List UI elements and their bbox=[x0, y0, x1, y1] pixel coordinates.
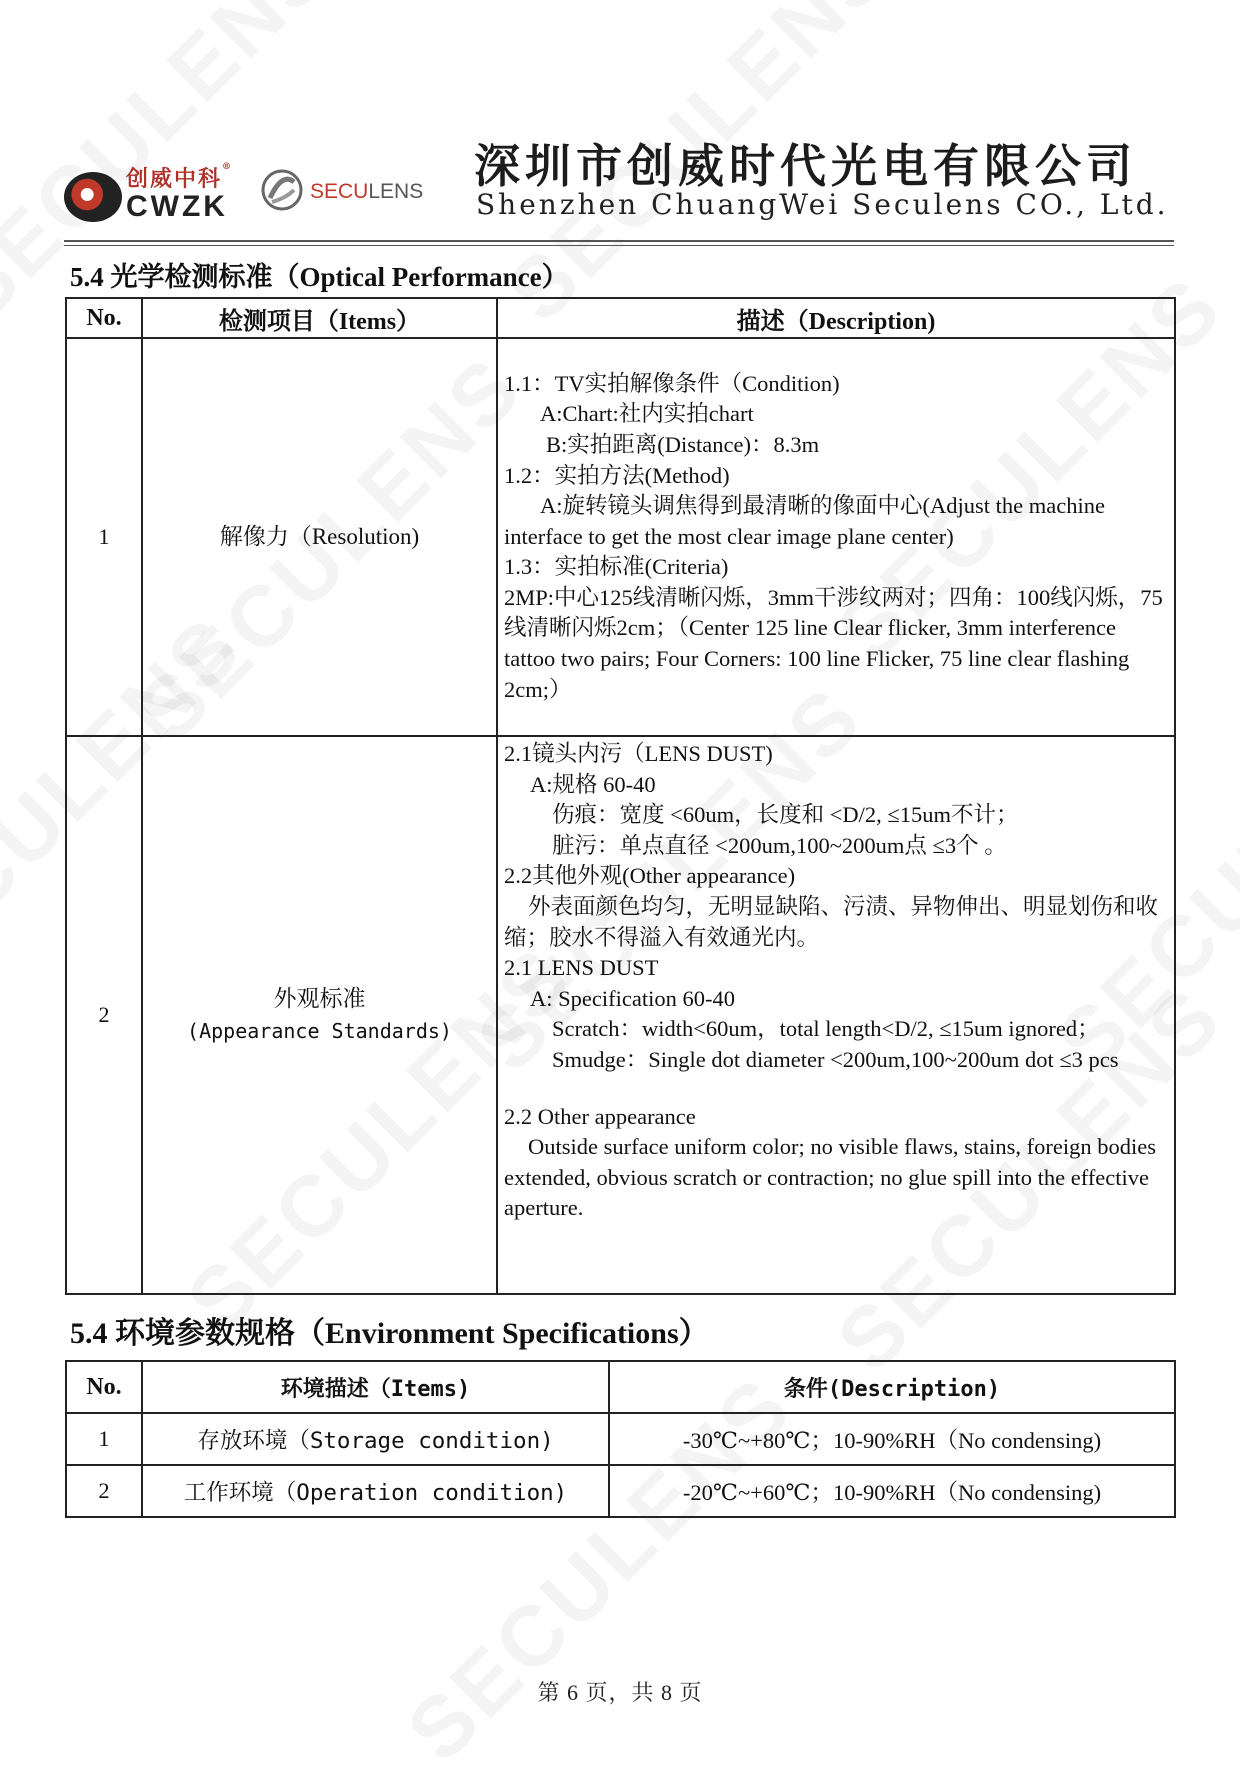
row-number: 1 bbox=[66, 1413, 142, 1465]
optical-table bbox=[65, 297, 1176, 1295]
desc-paragraph: Smudge：Single dot diameter <200um,100~200um dot ≤3 pcs bbox=[552, 1046, 1119, 1072]
header-description: 描述（Description) bbox=[497, 298, 1175, 338]
company-name-cn: 深圳市创威时代光电有限公司 bbox=[474, 139, 1137, 193]
row-item: 存放环境（Storage condition) bbox=[142, 1413, 609, 1465]
header-divider bbox=[64, 240, 1174, 242]
row-description bbox=[497, 338, 1175, 736]
desc-line: 2.2 Other appearance bbox=[504, 1103, 696, 1129]
desc-line: 1.1：TV实拍解像条件（Condition) bbox=[504, 370, 840, 396]
header-divider bbox=[64, 245, 1174, 246]
header-items: 环境描述（Items) bbox=[142, 1361, 609, 1413]
page-footer: 第 6 页，共 8 页 bbox=[537, 1680, 703, 1705]
header-no: No. bbox=[66, 298, 142, 338]
table-header-row bbox=[66, 1361, 1175, 1413]
desc-line: interface to get the most clear image plane center) bbox=[504, 523, 954, 549]
optical-section-title: 5.4 光学检测标准（Optical Performance） bbox=[70, 262, 569, 292]
seculens-suffix: LENS bbox=[368, 180, 424, 203]
seculens-swirl-icon bbox=[260, 168, 304, 212]
environment-section-title: 5.4 环境参数规格（Environment Specifications） bbox=[70, 1317, 709, 1350]
lens-logo-icon bbox=[64, 172, 122, 222]
row-item-cn: 外观标准 bbox=[273, 986, 366, 1011]
table-row bbox=[66, 338, 1175, 736]
seculens-prefix: SECU bbox=[310, 180, 369, 203]
page-header bbox=[64, 130, 1174, 230]
company-name-en: Shenzhen ChuangWei Seculens CO., Ltd. bbox=[476, 188, 1169, 221]
registered-mark-icon: ® bbox=[222, 162, 234, 172]
table-header-row bbox=[66, 298, 1175, 338]
row-description: -30℃~+80℃；10-90%RH（No condensing) bbox=[609, 1413, 1175, 1465]
desc-line: A:旋转镜头调焦得到最清晰的像面中心(Adjust the machine bbox=[540, 493, 1105, 519]
row-item bbox=[142, 736, 497, 1294]
desc-line: B:实拍距离(Distance)：8.3m bbox=[546, 431, 820, 457]
desc-paragraph: 外表面颜色均匀，无明显缺陷、污渍、异物伸出、明显划伤和收缩；胶水不得溢入有效通光内。 bbox=[504, 893, 1159, 950]
table-row bbox=[66, 1413, 1175, 1465]
header-items: 检测项目（Items） bbox=[142, 298, 497, 338]
environment-table bbox=[65, 1360, 1176, 1518]
seculens-logo bbox=[260, 168, 460, 218]
cwzk-en-name: CWZK bbox=[126, 190, 228, 223]
row-number: 2 bbox=[66, 1465, 142, 1517]
header-no: No. bbox=[66, 1361, 142, 1413]
desc-line: A: Specification 60-40 bbox=[530, 985, 735, 1011]
desc-line: A:规格 60-40 bbox=[530, 771, 656, 797]
row-item: 解像力（Resolution) bbox=[142, 338, 497, 736]
cwzk-cn-name: 创威中科 bbox=[126, 166, 223, 192]
row-number: 2 bbox=[66, 736, 142, 1294]
desc-line: 脏污：单点直径 <200um,100~200um点 ≤3个 。 bbox=[552, 832, 1007, 858]
desc-line: A:Chart:社内实拍chart bbox=[540, 401, 754, 427]
table-row bbox=[66, 1465, 1175, 1517]
row-description: -20℃~+60℃；10-90%RH（No condensing) bbox=[609, 1465, 1175, 1517]
desc-paragraph: Outside surface uniform color; no visible flaws, stains, foreign bodies extended, obvious scratch or contraction; no glue spill into the effective aperture. bbox=[504, 1134, 1156, 1221]
table-row bbox=[66, 736, 1175, 1294]
desc-line: 1.2：实拍方法(Method) bbox=[504, 462, 730, 488]
desc-line: Scratch：width<60um，total length<D/2, ≤15um ignored； bbox=[552, 1016, 1100, 1042]
desc-line: 1.3：实拍标准(Criteria) bbox=[504, 554, 729, 580]
row-item: 工作环境（Operation condition) bbox=[142, 1465, 609, 1517]
desc-line: 伤痕：宽度 <60um，长度和 <D/2, ≤15um不计； bbox=[552, 802, 1019, 828]
row-number: 1 bbox=[66, 338, 142, 736]
desc-paragraph: 2MP:中心125线清晰闪烁，3mm干涉纹两对；四角：100线闪烁，75线清晰闪烁2cm；（Center 125 line Clear flicker, 3mm interference tattoo two pairs; Four Corners: 100 line Flicker, 75 line clear flashing 2cm;） bbox=[504, 584, 1163, 702]
header-description: 条件(Description) bbox=[609, 1361, 1175, 1413]
row-description bbox=[497, 736, 1175, 1294]
desc-line: 2.1镜头内污（LENS DUST) bbox=[504, 741, 773, 766]
desc-line: 2.1 LENS DUST bbox=[504, 955, 659, 981]
row-item-en: (Appearance Standards) bbox=[187, 1019, 452, 1043]
desc-line: 2.2其他外观(Other appearance) bbox=[504, 863, 796, 889]
cwzk-logo bbox=[64, 162, 254, 222]
